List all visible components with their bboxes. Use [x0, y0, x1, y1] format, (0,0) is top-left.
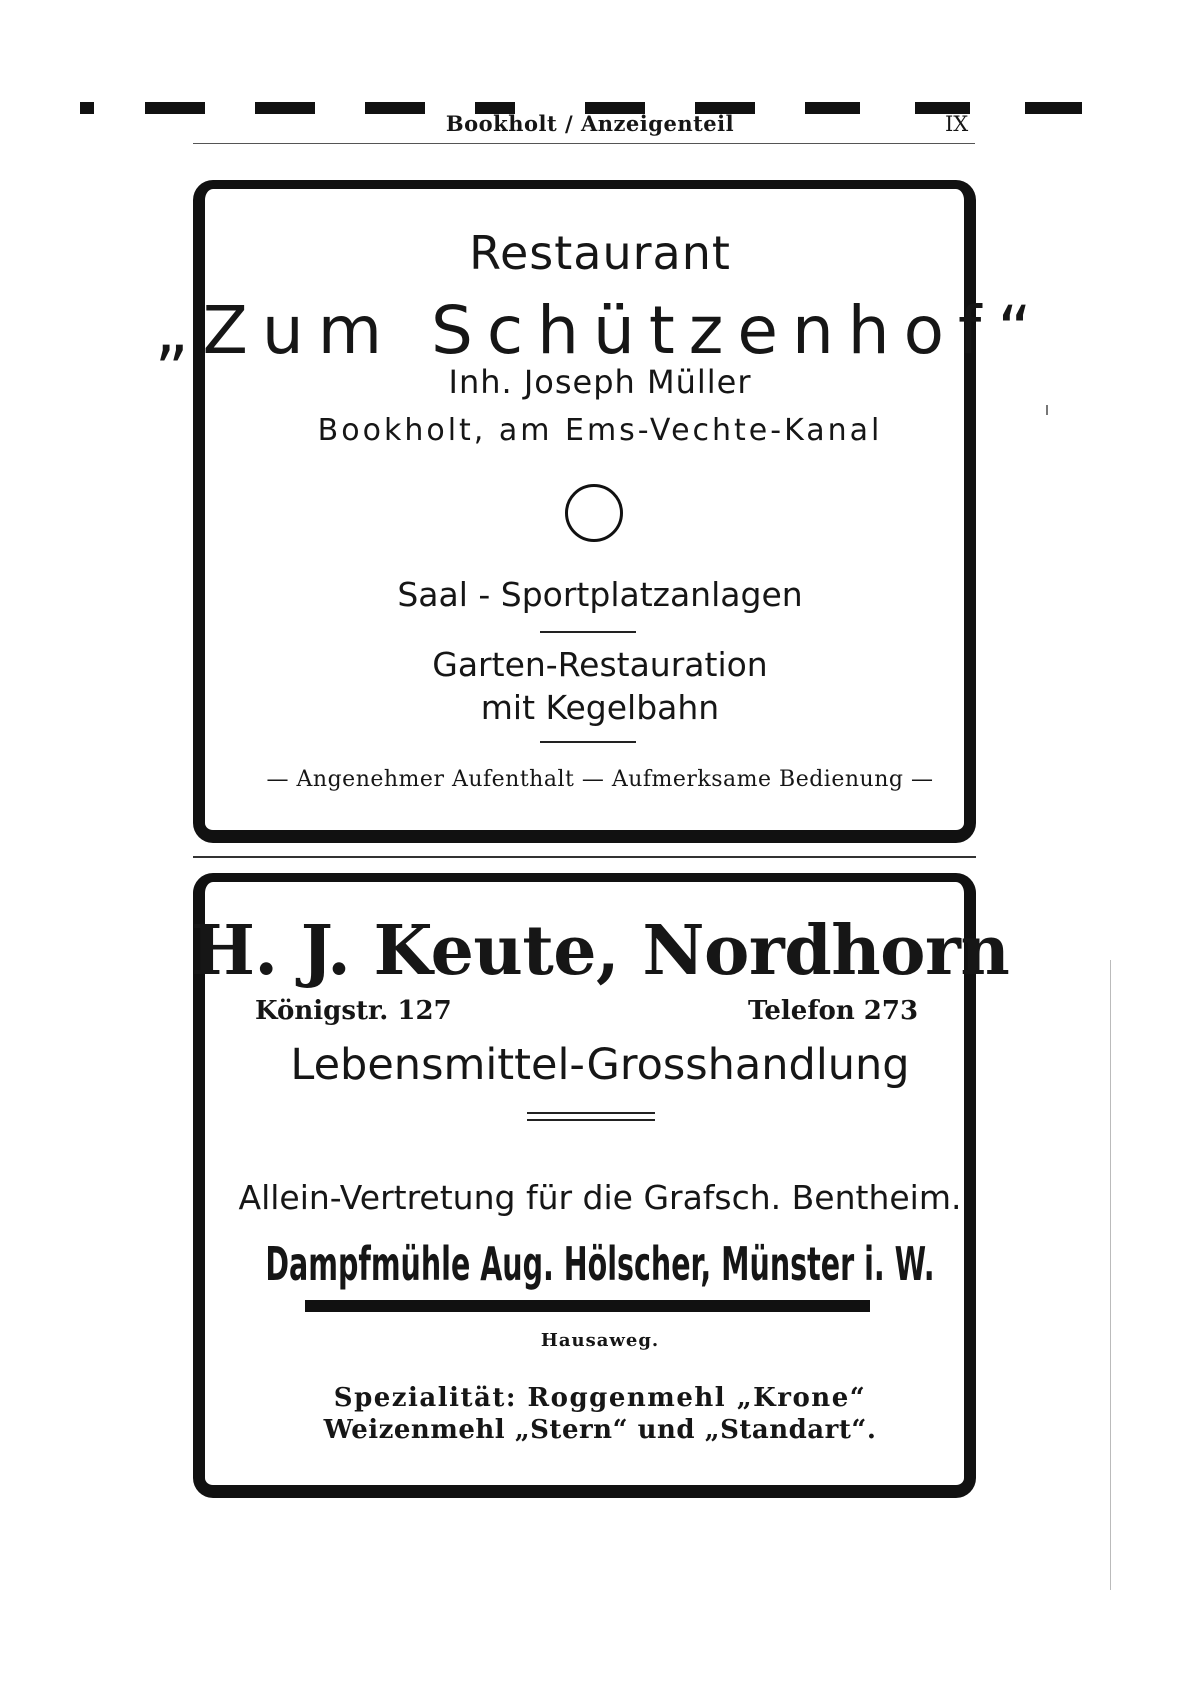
restaurant-garden-line1: Garten-Restauration: [432, 645, 768, 684]
running-header-title: Bookholt / Anzeigenteil: [445, 111, 735, 136]
header-rule: [193, 143, 975, 144]
ad-separator-rule: [193, 856, 976, 858]
circle-ornament-icon: [565, 484, 623, 542]
keute-agency: Allein-Vertretung für die Grafsch. Bentheim.: [238, 1178, 962, 1217]
dash-segment: [1025, 102, 1082, 114]
keute-specialty-line1: Spezialität: Roggenmehl „Krone“: [333, 1383, 867, 1413]
double-rule-top: [527, 1112, 655, 1114]
keute-street: Hausaweg.: [540, 1330, 660, 1351]
dash-segment: [255, 102, 315, 114]
divider-rule: [540, 631, 636, 633]
restaurant-owner: Inh. Joseph Müller: [448, 363, 752, 401]
restaurant-location: Bookholt, am Ems-Vechte-Kanal: [317, 413, 883, 448]
keute-company-name: H. J. Keute, Nordhorn: [190, 911, 1010, 991]
restaurant-garden-line2: mit Kegelbahn: [480, 688, 720, 727]
dash-segment: [80, 102, 94, 114]
dash-segment: [145, 102, 205, 114]
dash-segment: [365, 102, 425, 114]
restaurant-amenities: Saal - Sportplatzanlagen: [397, 575, 803, 614]
keute-phone: Telefon 273: [748, 996, 919, 1026]
keute-specialty-line2: Weizenmehl „Stern“ und „Standart“.: [323, 1415, 877, 1445]
divider-rule: [540, 741, 636, 743]
restaurant-slogan: — Angenehmer Aufenthalt — Aufmerksame Bedienung —: [266, 767, 934, 792]
scan-artifact-dot: [1046, 405, 1048, 415]
keute-business: Lebensmittel-Grosshandlung: [290, 1040, 910, 1090]
keute-mill: Dampfmühle Aug. Hölscher, Münster i. W.: [265, 1237, 935, 1291]
restaurant-name: „Zum Schützenhof“: [154, 292, 1046, 369]
dash-segment: [805, 102, 860, 114]
thick-rule: [305, 1300, 870, 1312]
double-rule-bottom: [527, 1119, 655, 1121]
keute-address: Königstr. 127: [255, 996, 452, 1026]
page-number: IX: [945, 112, 969, 136]
scan-artifact-line: [1110, 960, 1111, 1590]
restaurant-category: Restaurant: [469, 226, 731, 280]
